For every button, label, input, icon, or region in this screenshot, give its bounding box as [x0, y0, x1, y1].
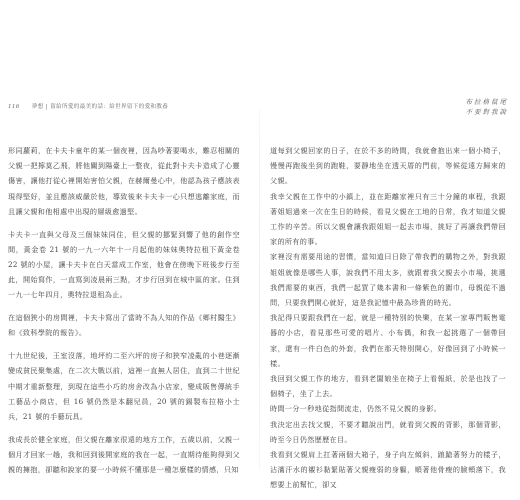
paragraph: 我成長於健全家庭，但父親在離家很遠的地方工作，五歲以前，父親一個月才回家一趟，我和回到後開家庭的我在一起，一直期待能夠得到父親的擁抱，卻聽和說家的要一小時候不懂那是一種怎麼樣的情感，只知 [8, 434, 240, 475]
paragraph: 道每到父親回家的日子，在於不多的時間，我就會抱出來一個小椅子，慢慢再跑後坐到的跑鞋，要靜地坐在透天厝的門前，等候從遠方歸來的父親。 [270, 146, 506, 186]
paragraph: 我幸父親在工作中的小鎮上，並在距離家裡只有三十分鐘的車程，我跟著姐姐過來一次在生日的時候，看見父親在工地的日常，我才知道父親工作的辛苦。所以父親會讓我跟姐姐一起去市場，挑好了再讓我們帶回家的所有的事。 [270, 191, 506, 247]
series-title-line-2: 不要對我說 [465, 108, 508, 116]
paragraph: 卡夫卡一直與父母及三個妹妹同住，但父親的挪緊到響了他的創作空間，黃金卷 21 號的一九一六年十一月起他的妹妹奧特拉租下黃金卷 22 號的小屋，讓卡夫卡在白天當成工作室，他會在傍晚下班後步行至此，開始寫作，一直寫到凌晨兩三點，才步行回到在城中區的家。住到一九一七年四月，奧特拉退租為止。 [8, 229, 240, 300]
paragraph: 十九世紀後，王室沒落，地坪約二至六坪的房子和狹窄凌亂的小巷逐漸變成貧民聚集處，在二次大戰以前，這裡一直無人居住，直到二十世紀中期才重新整理，到現在這些小巧的房舍改為小店家，變成販售傳統手工藝品小商店，但 16 號仍然是本翻兒員，20 號的錫製布拉格小士兵，21 號的手藝玩具。 [8, 351, 240, 422]
running-head [8, 102, 248, 110]
paragraph: 我決定出去找父親，不要才聽說出門，就看到父親的背影，那個背影，時至今日仍然歷歷在目。 [270, 419, 506, 444]
paragraph: 我看到父親肩上扛著兩個大箱子，身子向左傾斜，踉蹌著努力的樣子，沾滿汗水的襯衫黏緊貼著父親瘦弱的身軀，順著他骨瘦的臉頰落下，我想要上前幫忙，卻又 [270, 450, 506, 490]
page-number: 116 [8, 104, 20, 110]
series-title-line-1: 布拉格鼠尾 [465, 98, 508, 106]
running-head-section: 夢想 | 留給所愛的最美的話：給世界留下的愛和教養 [31, 104, 169, 110]
paragraph: 我回到父親工作的地方，看到老闆娘坐在椅子上看報紙，於是也找了一個椅子，坐了上去。 [270, 374, 506, 399]
paragraph: 在這個狹小的房間裡，卡夫卡寫出了當時不為人知的作品《鄉村醫生》和《致科學院的報告》。 [8, 313, 240, 338]
series-title [438, 97, 508, 117]
paragraph: 時間一分一秒地從指間流走，仍然不見父親的身影。 [270, 404, 442, 414]
left-page-body [8, 143, 240, 477]
paragraph: 我記得只要跟我們在一起，就是一種特別的快樂，在某一家專門販售電器的小店，看見那些可愛的唱片、小布偶，和我一起挑選了一個帶回家，還有一件白色的外套，我們在那天特別開心，好像回到了小時候一樣。 [270, 313, 506, 368]
right-page-body [270, 143, 506, 493]
paragraph: 家裡沒有需要用途的習慣，當知道曰日除了帶我們的購物之外，對我跟姐姐就像是哪些人事，說我們不用太多，就跟着我父親去小市場，挑選我們需要的東西，我們一起買了幾本書和一條紫色的圍巾，母親從不過問，只要我們開心就好，這是我記憶中最為珍貴的時光。 [270, 252, 506, 308]
paragraph: 形同蘿莉，在卡夫卡童年的某一個夜裡，因為吵著要喝水，難忍相關的父親一把擰莫乙飛，將他關到陽臺上一整夜，從此對卡夫卡造成了心靈傷害，讓他打從心裡開始害怕父親，在赫爾曼心中，他認為孩子應該表現得堅好，並且應該威嚴於他，導致後來卡夫卡一心只想逃離家庭，而且讓父親和他相處中出現的層級愈過堅。 [8, 146, 240, 216]
